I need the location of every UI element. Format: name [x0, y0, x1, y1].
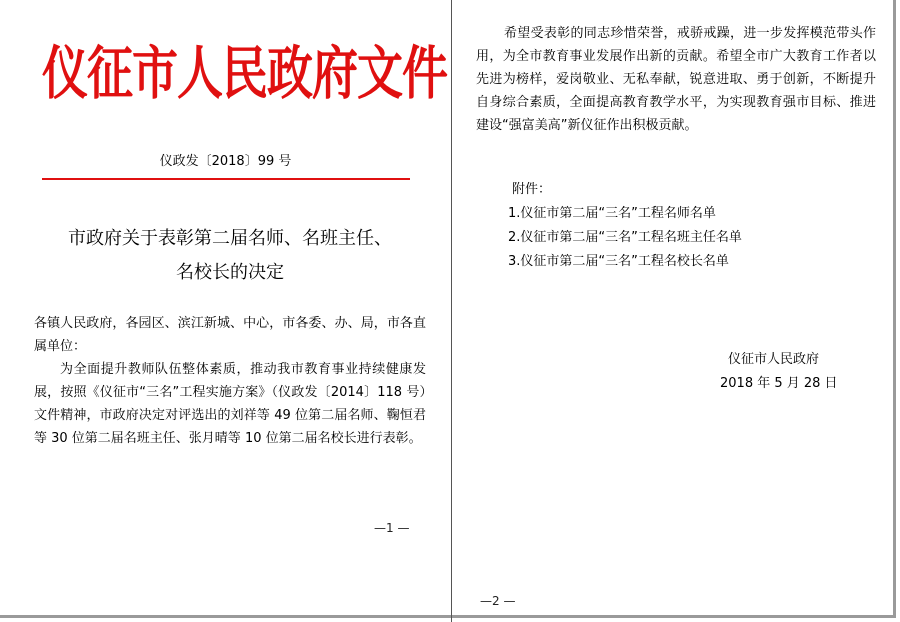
- signature-block: [720, 348, 880, 396]
- body-paragraph: 希望受表彰的同志珍惜荣誉，戒骄戒躁，进一步发挥模范带头作用，为全市教育事业发展作出新的贡献。希望全市广大教育工作者以先进为榜样，爱岗敬业、无私奉献，锐意进取、勇于创新，不断提升自身综合素质，全面提高教育教学水平，为实现教育强市目标、推进建设“强富美高”新仪征作出积极贡献。: [476, 26, 876, 133]
- page-1: [0, 0, 451, 618]
- red-header-rule: [42, 178, 410, 180]
- document-number: 仪政发〔2018〕99 号: [159, 154, 292, 169]
- issuer: 仪征市人民政府: [728, 352, 820, 367]
- body-paragraph: 为全面提升教师队伍整体素质，推动我市教育事业持续健康发展，按照《仪征市“三名”工程实施方案》（仪政发〔2014〕118 号）文件精神，市政府决定对评选出的刘祥等 49 位第二届名师、鞠恒君等 30 位第二届名班主任、张月晴等 10 位第二届名校长进行表彰。: [34, 362, 426, 446]
- subject-line-1: 市政府关于表彰第二届名师、名班主任、: [68, 228, 392, 249]
- attachment-item: 1.仪征市第二届“三名”工程名师名单: [508, 206, 716, 221]
- attachment-item: 3.仪征市第二届“三名”工程名校长名单: [508, 254, 729, 269]
- document-subject: [30, 222, 430, 290]
- page-2: [452, 0, 896, 618]
- subject-line-2: 名校长的决定: [176, 262, 284, 283]
- attachments-label: 附件：: [512, 182, 552, 197]
- body-content: [34, 312, 426, 450]
- document-header-title: 仪征市人民政府文件: [42, 39, 447, 107]
- salutation: 各镇人民政府，各园区、滨江新城、中心，市各委、办、局，市各直属单位：: [34, 316, 426, 354]
- page-number: —2 —: [480, 594, 516, 608]
- attachment-item: 2.仪征市第二届“三名”工程名班主任名单: [508, 230, 742, 245]
- issue-date: 2018 年 5 月 28 日: [720, 376, 838, 391]
- attachments-section: [508, 178, 868, 274]
- page-number: —1 —: [374, 521, 410, 535]
